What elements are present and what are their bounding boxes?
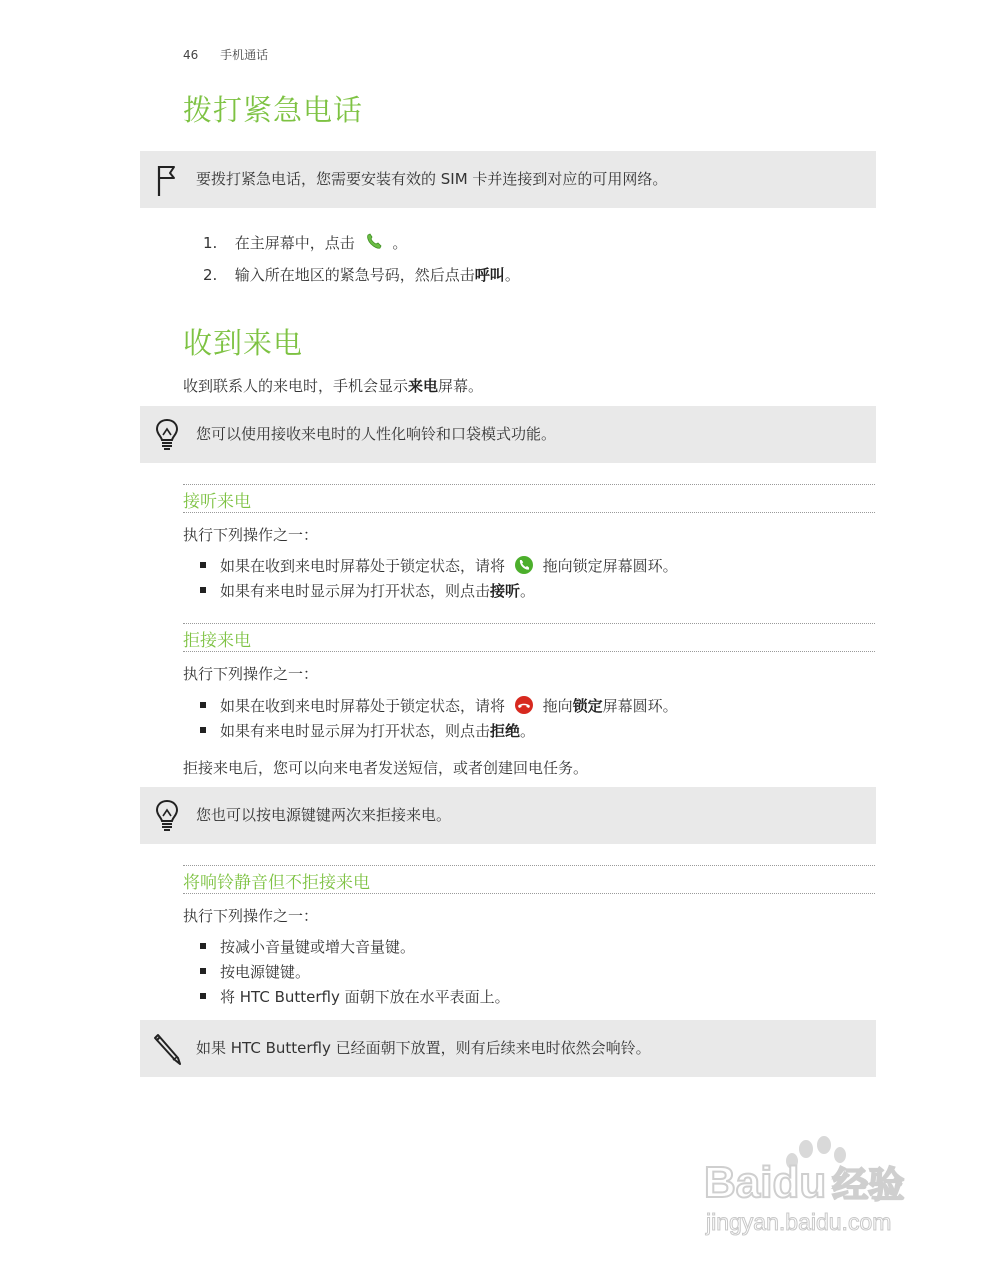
lock-label: 锁定 — [572, 697, 603, 715]
step-text: 在主屏幕中，点击 — [234, 234, 355, 252]
list-item — [200, 694, 678, 719]
list-item — [200, 719, 678, 744]
page-header — [183, 46, 268, 63]
step-number: 1. — [203, 234, 218, 252]
subsection-title: 拒接来电 — [183, 631, 251, 651]
intro-text — [183, 375, 483, 396]
bullet — [200, 702, 206, 708]
item-text-end: 屏幕圆环。 — [602, 697, 678, 715]
answer-call-icon — [514, 555, 534, 575]
call-label: 呼叫 — [474, 266, 505, 284]
list-item — [200, 935, 510, 960]
step-number: 2. — [203, 266, 218, 284]
step-text: 输入所在地区的紧急号码，然后点击 — [234, 266, 475, 284]
item-text: 如果有来电时显示屏为打开状态，则点击 — [220, 722, 491, 740]
lightbulb-icon — [150, 796, 184, 836]
list-item — [200, 985, 510, 1010]
item-text: 按电源键键。 — [220, 963, 311, 981]
reject-lead: 执行下列操作之一： — [183, 665, 319, 683]
baidu-watermark — [700, 1135, 940, 1245]
brand-part-b: du — [772, 1158, 827, 1207]
list-item — [203, 227, 520, 259]
incoming-label: 来电 — [408, 377, 439, 395]
item-text-end: 。 — [520, 722, 536, 740]
bullet — [200, 993, 206, 999]
subsection-title: 将响铃静音但不拒接来电 — [183, 873, 370, 893]
chapter-title: 手机通话 — [220, 48, 269, 62]
subsection-title: 接听来电 — [183, 492, 251, 512]
reject-after-text: 拒接来电后，您可以向来电者发送短信，或者创建回电任务。 — [183, 759, 589, 777]
brand-part-a: Bai — [704, 1158, 773, 1207]
note-text: 要拨打紧急电话，您需要安装有效的 SIM 卡并连接到对应的可用网络。 — [196, 170, 668, 188]
section-title-emergency-call: 拨打紧急电话 — [183, 93, 364, 127]
note-text: 如果 HTC Butterfly 已经面朝下放置，则有后续来电时依然会响铃。 — [196, 1039, 651, 1057]
decline-label: 拒绝 — [490, 722, 521, 740]
bullet — [200, 562, 206, 568]
tip-text: 您可以使用接收来电时的人性化响铃和口袋模式功能。 — [196, 425, 557, 443]
baidu-brand — [704, 1157, 904, 1208]
intro-text-a: 收到联系人的来电时，手机会显示 — [183, 377, 409, 395]
watermark-url: jingyan.baidu.com — [706, 1209, 892, 1235]
item-text-mid: 拖向 — [542, 697, 573, 715]
item-text-end: 拖向锁定屏幕圆环。 — [542, 557, 678, 575]
phone-icon — [364, 232, 384, 252]
list-item — [200, 554, 678, 579]
item-text-end: 。 — [520, 582, 536, 600]
mute-lead: 执行下列操作之一： — [183, 907, 319, 925]
page-number: 46 — [183, 48, 199, 62]
answer-label: 接听 — [490, 582, 521, 600]
tip-box-power — [140, 787, 876, 844]
bullet — [200, 727, 206, 733]
bullet — [200, 968, 206, 974]
reject-list — [200, 694, 678, 744]
lightbulb-icon — [150, 415, 184, 455]
flag-icon — [150, 160, 184, 200]
item-text: 如果在收到来电时屏幕处于锁定状态，请将 — [220, 697, 506, 715]
bullet — [200, 943, 206, 949]
tip-text: 您也可以按电源键键两次来拒接来电。 — [196, 806, 452, 824]
bullet — [200, 587, 206, 593]
steps-list — [203, 227, 520, 291]
note-box-sim — [140, 151, 876, 208]
brand-part-c: 经验 — [832, 1164, 905, 1205]
reject-call-icon — [514, 695, 534, 715]
item-text: 将 HTC Butterfly 面朝下放在水平表面上。 — [220, 988, 510, 1006]
mute-list — [200, 935, 510, 1010]
answer-lead: 执行下列操作之一： — [183, 526, 319, 544]
intro-text-b: 屏幕。 — [438, 377, 484, 395]
section-title-incoming-call: 收到来电 — [183, 326, 304, 360]
subsection-mute — [183, 865, 875, 894]
tip-box-ringtone — [140, 406, 876, 463]
item-text: 如果有来电时显示屏为打开状态，则点击 — [220, 582, 491, 600]
note-box-facedown — [140, 1020, 876, 1077]
subsection-reject — [183, 623, 875, 652]
pencil-icon — [150, 1029, 184, 1069]
subsection-answer — [183, 484, 875, 513]
list-item — [203, 259, 520, 291]
item-text: 如果在收到来电时屏幕处于锁定状态，请将 — [220, 557, 506, 575]
step-text-end: 。 — [504, 266, 520, 284]
item-text: 按减小音量键或增大音量键。 — [220, 938, 416, 956]
step-text-end: 。 — [392, 234, 408, 252]
list-item — [200, 960, 510, 985]
list-item — [200, 579, 678, 604]
answer-list — [200, 554, 678, 604]
